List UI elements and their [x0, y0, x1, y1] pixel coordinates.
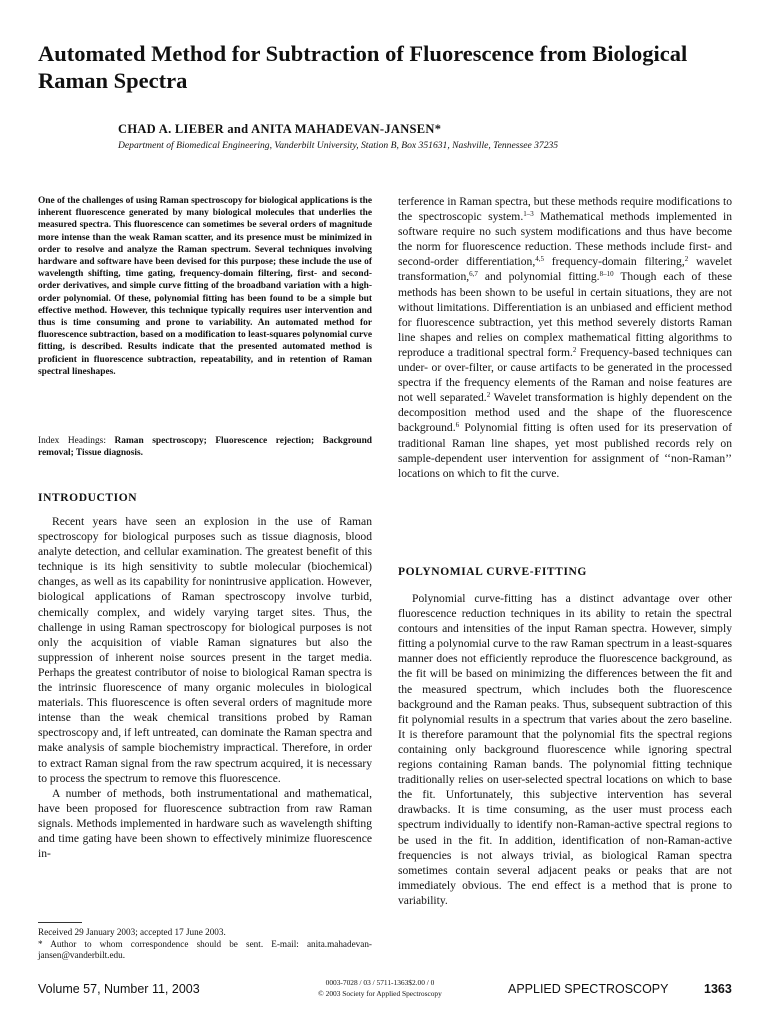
introduction-continued — [398, 194, 732, 481]
footnote-rule — [38, 922, 82, 923]
text-run: wavelet transformation, — [398, 255, 733, 284]
footnotes — [38, 927, 372, 962]
intro-paragraph: A number of methods, both instrumentational and mathematical, have been proposed for fluorescence subtraction from raw Raman signals. Methods implemented in hardware such as wavelength shifting and time gating have been shown to effectively minimize fluorescence in- — [38, 786, 372, 861]
copyright-block — [300, 977, 460, 999]
reference-superscript: 2 — [684, 255, 689, 264]
copyright-line: © 2003 Society for Applied Spectroscopy — [318, 989, 442, 998]
polynomial-body — [398, 591, 732, 908]
author-line: CHAD A. LIEBER and ANITA MAHADEVAN-JANSEN* — [118, 122, 442, 136]
article-code: 0003-7028 / 03 / 5711-1363$2.00 / 0 — [325, 978, 435, 987]
received-note: Received 29 January 2003; accepted 17 June 2003. — [38, 927, 226, 937]
index-headings-label: Index Headings: — [38, 436, 106, 446]
correspondence-note: * Author to whom correspondence should be sent. E-mail: anita.mahadevan-jansen@vanderbilt.edu. — [38, 938, 372, 961]
intro-continued-paragraph — [398, 194, 732, 481]
text-run: Though each of these methods has been shown to be useful in certain situations, they are not without limitations. Differentiation is an unbiased and efficient method for fluorescence subtraction, yet this method severely distorts Raman line shapes and relies on complex mathematical fitting algorithms to reproduce a traditional spectral form. — [398, 270, 732, 359]
reference-superscript: 2 — [572, 345, 577, 354]
introduction-body — [38, 514, 372, 861]
article-title: Automated Method for Subtraction of Fluorescence from Biological Raman Spectra — [38, 41, 688, 93]
affiliation: Department of Biomedical Engineering, Vanderbilt University, Station B, Box 351631, Nashville, Tennessee 37235 — [118, 140, 559, 151]
reference-superscript: 1–3 — [523, 210, 534, 219]
journal-name: APPLIED SPECTROSCOPY — [508, 982, 669, 996]
intro-paragraph: Recent years have seen an explosion in the use of Raman spectroscopy for biological purposes such as tissue diagnosis, blood analyte detection, and cellular examination. The greatest benefit of this technique is its high sensitivity to subtle molecular (biochemical) changes, as well as its capability for nonintrusive application. However, biological applications of Raman spectroscopy involve turbid, chemically complex, and widely varying target sites. Thus, the challenge in using Raman spectroscopy for biological purposes is not only the acquisition of viable Raman signatures but also the suppression of inherent noise sources present in the target media. Perhaps the greatest contributor of noise to biological Raman spectra is the intrinsic fluorescence of many organic molecules in biological materials. This fluorescence is often several orders of magnitude more intense than the weak chemical transitions probed by Raman spectroscopy and, if left untreated, can dominate the Raman spectra and make analysis of sample biochemistry impractical. Therefore, in order to extract Raman signal from the raw spectrum acquired, it is necessary to process the spectrum to remove this fluorescence. — [38, 515, 372, 785]
text-run: Wavelet transformation is highly dependent on the decomposition method used and the shape of the fluorescence background. — [398, 391, 732, 435]
reference-superscript: 6,7 — [469, 270, 478, 279]
text-run: Frequency-based techniques can under- or over-filter, or cause artifacts to be generated in the processed spectra if the frequency elements of the Raman and noise features are not well separated. — [398, 345, 732, 405]
reference-superscript: 8–10 — [599, 270, 614, 279]
text-run: terference in Raman spectra, but these methods require modifications to the spectroscopic system. — [398, 195, 732, 224]
text-run: Polynomial fitting is often used for its preservation of traditional Raman line shapes, yet most published records rely on sample-dependent user intervention for assignment of ‘‘non-Raman’’ locations on which to fit the curve. — [398, 421, 732, 480]
polynomial-paragraph: Polynomial curve-fitting has a distinct advantage over other fluorescence reduction techniques in its ability to retain the spectral contours and intensities of the input Raman spectra. However, simply fitting a polynomial curve to the raw Raman spectrum in a least-squares manner does not efficiently reproduce the fluorescence background, as the fit will be based on minimizing the differences between the fit and the measured spectrum, which includes both the fluorescence background and the Raman peaks. Thus, subsequent subtraction of this fit polynomial results in a spectrum that varies about the zero baseline. It is therefore paramount that the polynomial fits the spectral regions containing only background fluorescence while ignoring spectral regions containing Raman bands. The polynomial fitting technique traditionally relies on user-selected spectral locations on which to base the fit. Unfortunately, this subjective intervention has several drawbacks. It is time consuming, as the user must process each spectrum individually to identify non-Raman-active spectral regions to be used in the fit. In addition, identification of non-Raman-active frequencies is not always trivial, as biological Raman spectra sometimes contain several adjacent peaks or peaks that are not immediately obvious. The end effect is a method that is prone to variability. — [398, 592, 732, 907]
reference-superscript: 6 — [455, 421, 460, 430]
text-run: Mathematical methods implemented in software require no such system modifications and thus have become the norm for fluorescence reduction. These methods include first- and second-order differentiation, — [398, 210, 732, 269]
text-run: frequency-domain filtering, — [544, 255, 685, 269]
page-number: 1363 — [704, 982, 732, 996]
reference-superscript: 4,5 — [535, 255, 545, 264]
index-headings — [38, 435, 372, 459]
reference-superscript: 2 — [486, 391, 491, 400]
polynomial-heading: POLYNOMIAL CURVE-FITTING — [398, 566, 587, 578]
introduction-heading: INTRODUCTION — [38, 492, 138, 504]
text-run: and polynomial fitting. — [477, 270, 600, 284]
abstract: One of the challenges of using Raman spectroscopy for biological applications is the inherent fluorescence generated by many biological molecules that underlies the measured spectra. This fluorescence can sometimes be several orders of magnitude more intense than the weak Raman scatter, and its presence must be minimized in order to resolve and analyze the Raman spectrum. Several techniques involving hardware and software have been devised for this purpose; these include the use of wavelength shifting, time gating, frequency-domain filtering, first- and second-order derivatives, and simple curve fitting of the broadband variation with a high-order polynomial. Of these, polynomial fitting has been found to be a simple but effective method. However, this technique typically requires user intervention and thus is time consuming and prone to variability. An automated method for fluorescence subtraction, based on a modification to least-squares polynomial curve fitting, is described. Results indicate that the presented automated method is proficient in fluorescence subtraction, repeatability, and in retention of Raman spectral lineshapes. — [38, 196, 372, 377]
index-headings-keywords: Raman spectroscopy; Fluorescence rejection; Background removal; Tissue diagnosis. — [38, 436, 373, 459]
volume-info: Volume 57, Number 11, 2003 — [38, 982, 200, 996]
